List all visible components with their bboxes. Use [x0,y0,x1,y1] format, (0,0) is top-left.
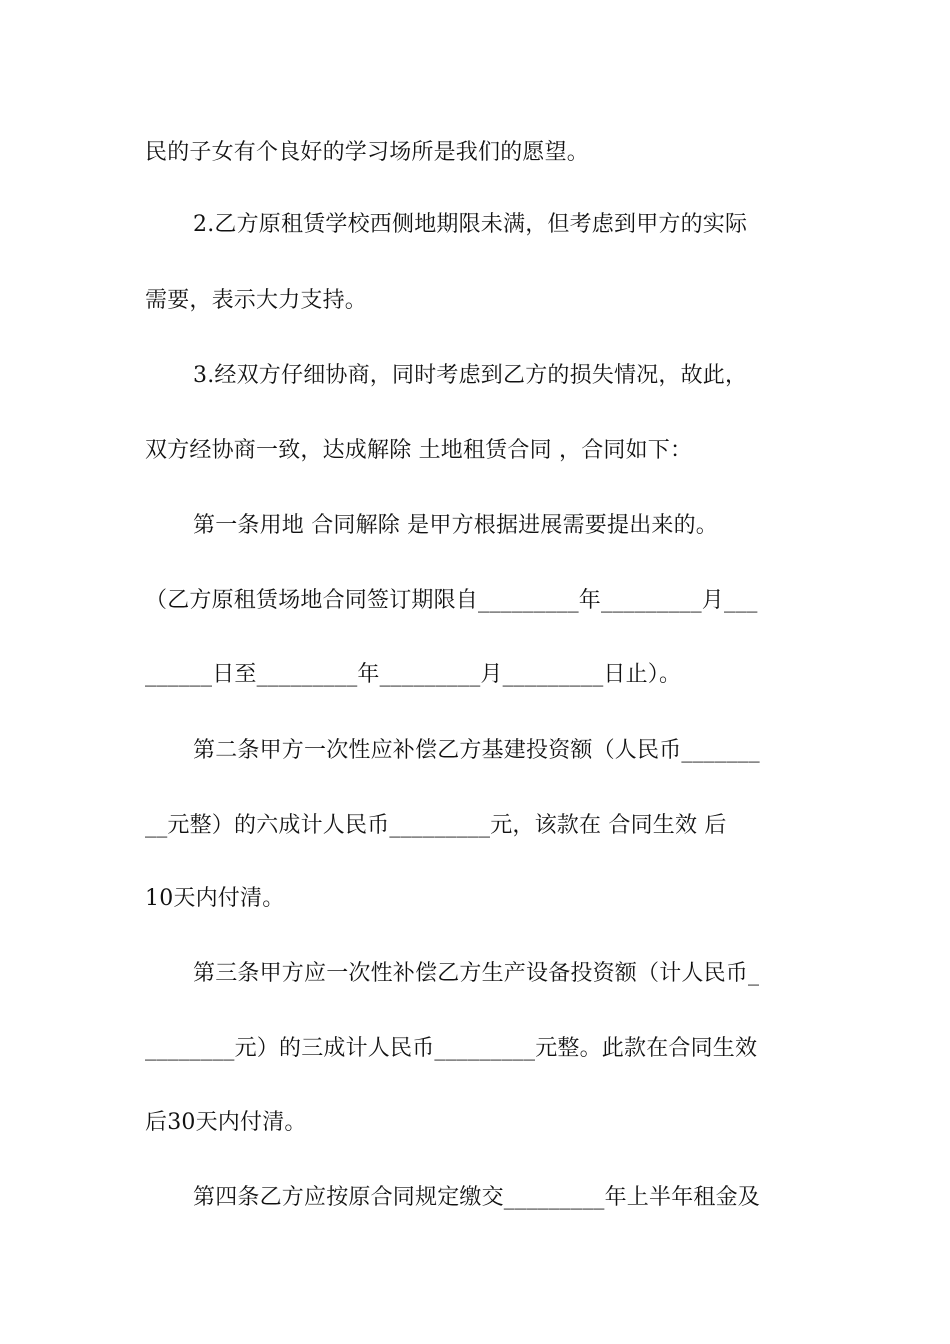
paragraph-line-13: ________元）的三成计人民币_________元整。此款在合同生效 [145,1036,758,1061]
paragraph-line-5: 双方经协商一致，达成解除 土地租赁合同 ，合同如下： [145,438,693,463]
paragraph-line-8: ______日至_________年_________月_________日止）。 [145,662,682,687]
paragraph-line-9: 第二条甲方一次性应补偿乙方基建投资额（人民币_______ [193,738,760,763]
paragraph-line-15: 第四条乙方应按原合同规定缴交_________年上半年租金及 [193,1185,761,1210]
paragraph-line-1: 民的子女有个良好的学习场所是我们的愿望。 [145,140,590,165]
paragraph-line-4: 3.经双方仔细协商，同时考虑到乙方的损失情况，故此， [193,363,748,388]
paragraph-line-11: 10天内付清。 [145,886,285,911]
paragraph-line-10: __元整）的六成计人民币_________元，该款在 合同生效 后 [145,813,727,838]
paragraph-line-7: （乙方原租赁场地合同签订期限自_________年_________月___ [145,588,758,613]
paragraph-line-2: 2.乙方原租赁学校西侧地期限未满，但考虑到甲方的实际 [193,212,748,237]
paragraph-line-14: 后30天内付清。 [145,1110,307,1135]
paragraph-line-3: 需要，表示大力支持。 [145,288,368,313]
paragraph-line-12: 第三条甲方应一次性补偿乙方生产设备投资额（计人民币_ [193,961,760,986]
paragraph-line-6: 第一条用地 合同解除 是甲方根据进展需要提出来的。 [193,513,718,538]
